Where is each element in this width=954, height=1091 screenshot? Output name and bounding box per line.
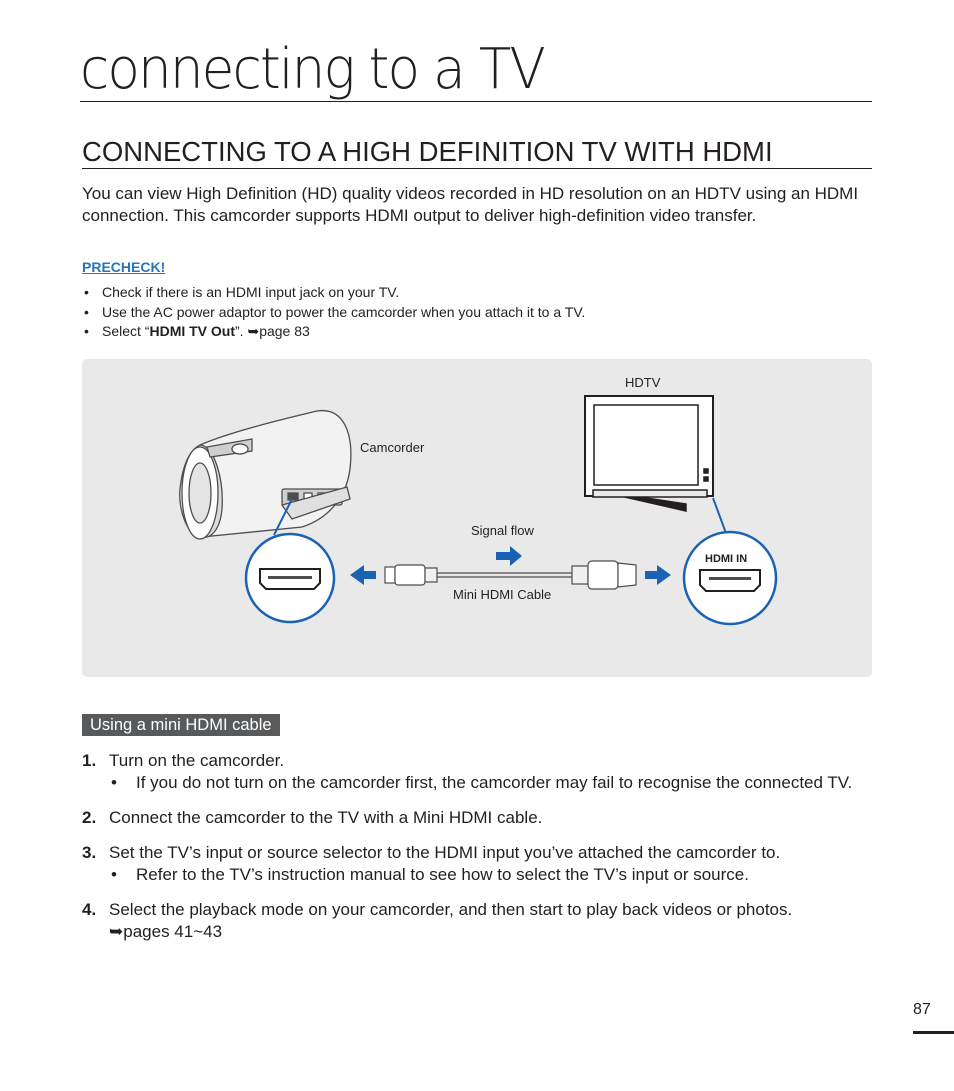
section-title: CONNECTING TO A HIGH DEFINITION TV WITH HDMI bbox=[82, 137, 872, 169]
precheck-label: PRECHECK! bbox=[82, 259, 166, 275]
precheck-item: • Use the AC power adaptor to power the camcorder when you attach it to a TV. bbox=[82, 303, 872, 323]
arrow-left-icon bbox=[350, 565, 376, 585]
page-number-rule bbox=[913, 1031, 954, 1034]
step-item bbox=[82, 807, 882, 829]
precheck-list bbox=[82, 283, 872, 342]
step-note: • Refer to the TV’s instruction manual to see how to select the TV’s input or source. bbox=[109, 864, 882, 886]
connection-illustration bbox=[82, 359, 872, 677]
page-ref: page 83 bbox=[259, 323, 310, 339]
hdmi-in-port-callout bbox=[684, 532, 776, 624]
connection-diagram bbox=[82, 359, 872, 677]
hdmi-in-label: HDMI IN bbox=[705, 553, 748, 565]
step-page-ref: ➥pages 41~43 bbox=[109, 922, 223, 941]
hdtv-label: HDTV bbox=[625, 375, 661, 390]
cable-label: Mini HDMI Cable bbox=[453, 587, 552, 602]
intro-paragraph: You can view High Definition (HD) quality videos recorded in HD resolution on an HDTV using an HDMI connection. This camcorder supports HDMI output to deliver high-definition video transfer. bbox=[82, 184, 859, 225]
step-text: Select the playback mode on your camcorder, and then start to play back videos or photos. bbox=[109, 900, 793, 919]
precheck-item: • Select “HDMI TV Out”. ➥page 83 bbox=[82, 322, 872, 342]
page-ref-arrow-icon: ➥ bbox=[247, 323, 260, 339]
step-number: 3. bbox=[82, 843, 97, 862]
camcorder-label: Camcorder bbox=[360, 440, 425, 455]
camcorder-port-callout bbox=[246, 534, 334, 622]
page-number: 87 bbox=[913, 1001, 931, 1018]
step-item bbox=[82, 842, 882, 886]
signal-flow-arrow-icon bbox=[496, 546, 522, 566]
step-text: Set the TV’s input or source selector to the HDMI input you’ve attached the camcorder to. bbox=[109, 843, 781, 862]
camcorder-illustration bbox=[180, 411, 351, 539]
steps-list bbox=[82, 750, 882, 956]
step-item bbox=[82, 899, 882, 943]
subsection-heading: Using a mini HDMI cable bbox=[82, 714, 280, 736]
chapter-title: connecting to a TV bbox=[80, 38, 872, 102]
page-ref-arrow-icon: ➥ bbox=[109, 922, 124, 941]
step-note: • If you do not turn on the camcorder first, the camcorder may fail to recognise the connected TV. bbox=[109, 772, 882, 794]
arrow-right-icon bbox=[645, 565, 671, 585]
hdtv-illustration bbox=[585, 396, 730, 544]
menu-option-name: HDMI TV Out bbox=[149, 323, 236, 339]
step-item bbox=[82, 750, 882, 794]
signal-flow-label: Signal flow bbox=[471, 523, 534, 538]
step-number: 2. bbox=[82, 808, 97, 827]
step-text: Turn on the camcorder. bbox=[109, 751, 285, 770]
precheck-item: • Check if there is an HDMI input jack on your TV. bbox=[82, 283, 872, 303]
step-number: 4. bbox=[82, 900, 97, 919]
step-text: Connect the camcorder to the TV with a Mini HDMI cable. bbox=[109, 808, 543, 827]
step-number: 1. bbox=[82, 751, 97, 770]
